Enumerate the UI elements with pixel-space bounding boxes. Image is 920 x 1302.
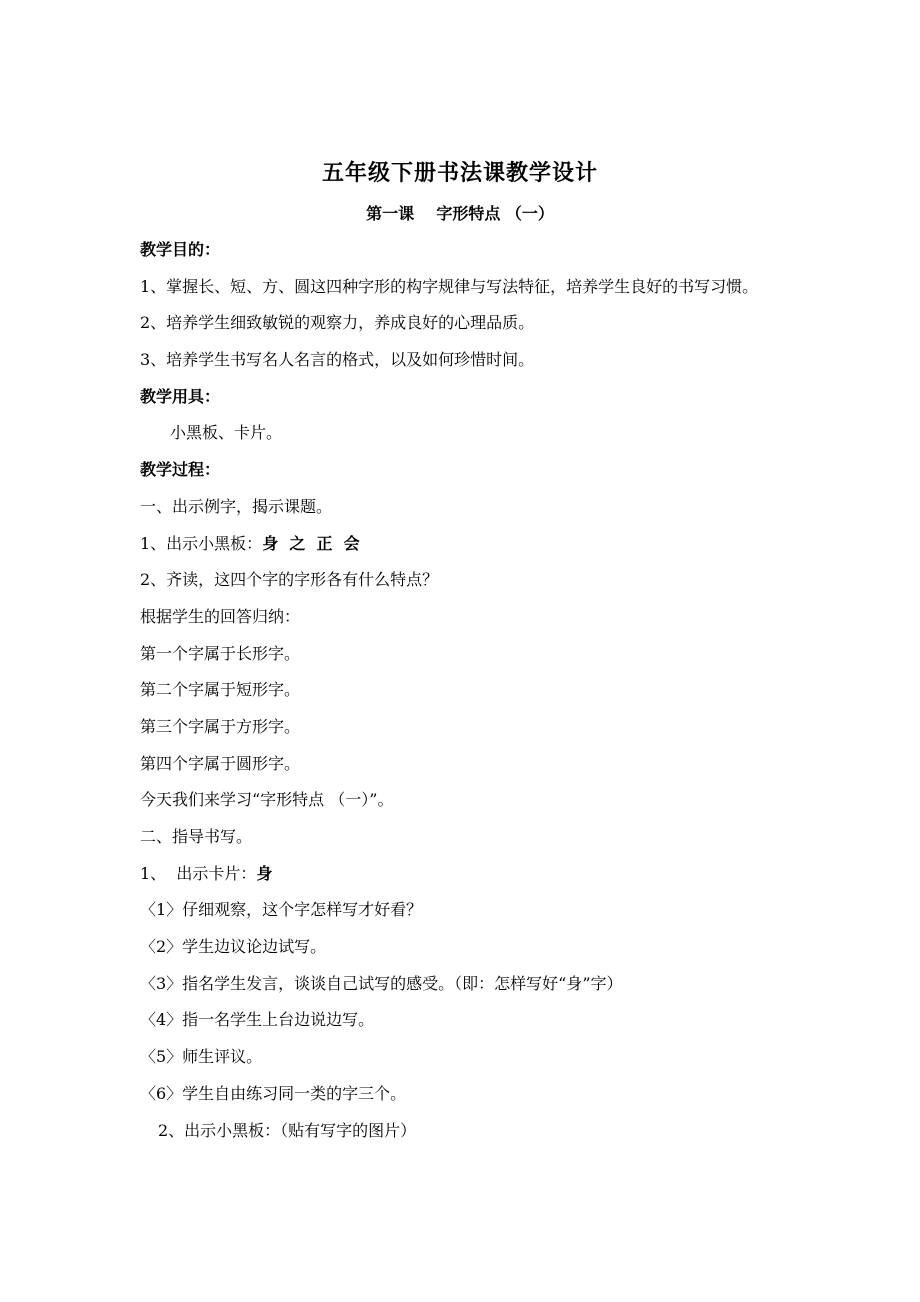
lesson-subtitle: 第一课 字形特点 （一）	[366, 204, 554, 223]
summary-item: 第二个字属于短形字。	[140, 680, 301, 700]
objective-item: 3、培养学生书写名人名言的格式，以及如何珍惜时间。	[140, 350, 535, 370]
objectives-heading: 教学目的：	[140, 240, 221, 259]
document-body	[140, 232, 800, 1149]
guide-step: 〈1〉仔细观察，这个字怎样写才好看？	[140, 900, 423, 920]
guide-step: 〈6〉学生自由练习同一类的字三个。	[140, 1083, 407, 1103]
summary-intro: 根据学生的回答归纳：	[140, 606, 301, 626]
summary-item: 第三个字属于方形字。	[140, 716, 301, 736]
objective-item: 2、培养学生细致敏锐的观察力，养成良好的心理品质。	[140, 313, 535, 333]
part2-heading: 二、指导书写。	[140, 827, 253, 847]
document-title: 五年级下册书法课教学设计	[321, 160, 598, 186]
guide-step: 〈4〉指一名学生上台边说边写。	[140, 1010, 375, 1030]
board2-line: 2、出示小黑板：（贴有写字的图片）	[158, 1120, 417, 1140]
guide-step: 〈5〉师生评议。	[140, 1047, 263, 1067]
intro-today: 今天我们来学习“字形特点 （一）”。	[140, 790, 394, 810]
example-characters: 身 之 正 会	[262, 533, 360, 553]
guide-step: 〈3〉指名学生发言，谈谈自己试写的感受。（即：怎样写好“身”字）	[140, 973, 623, 993]
card-character: 身	[256, 863, 273, 883]
process-heading: 教学过程：	[140, 460, 221, 480]
step1-line	[140, 526, 800, 563]
summary-item: 第一个字属于长形字。	[140, 643, 301, 663]
step2-line: 2、齐读，这四个字的字形各有什么特点？	[140, 570, 439, 590]
tools-text: 小黑板、卡片。	[170, 423, 283, 443]
part1-heading: 一、出示例字，揭示课题。	[140, 496, 333, 516]
summary-item: 第四个字属于圆形字。	[140, 753, 301, 773]
card-label: 1、 出示卡片：	[140, 863, 257, 883]
step1-label: 1、出示小黑板：	[140, 533, 263, 553]
tools-heading: 教学用具：	[140, 386, 221, 406]
guide-step: 〈2〉学生边议论边试写。	[140, 937, 327, 957]
card-line	[140, 856, 800, 893]
objective-item: 1、掌握长、短、方、圆这四种字形的构字规律与写法特征，培养学生良好的书写习惯。	[140, 276, 759, 296]
